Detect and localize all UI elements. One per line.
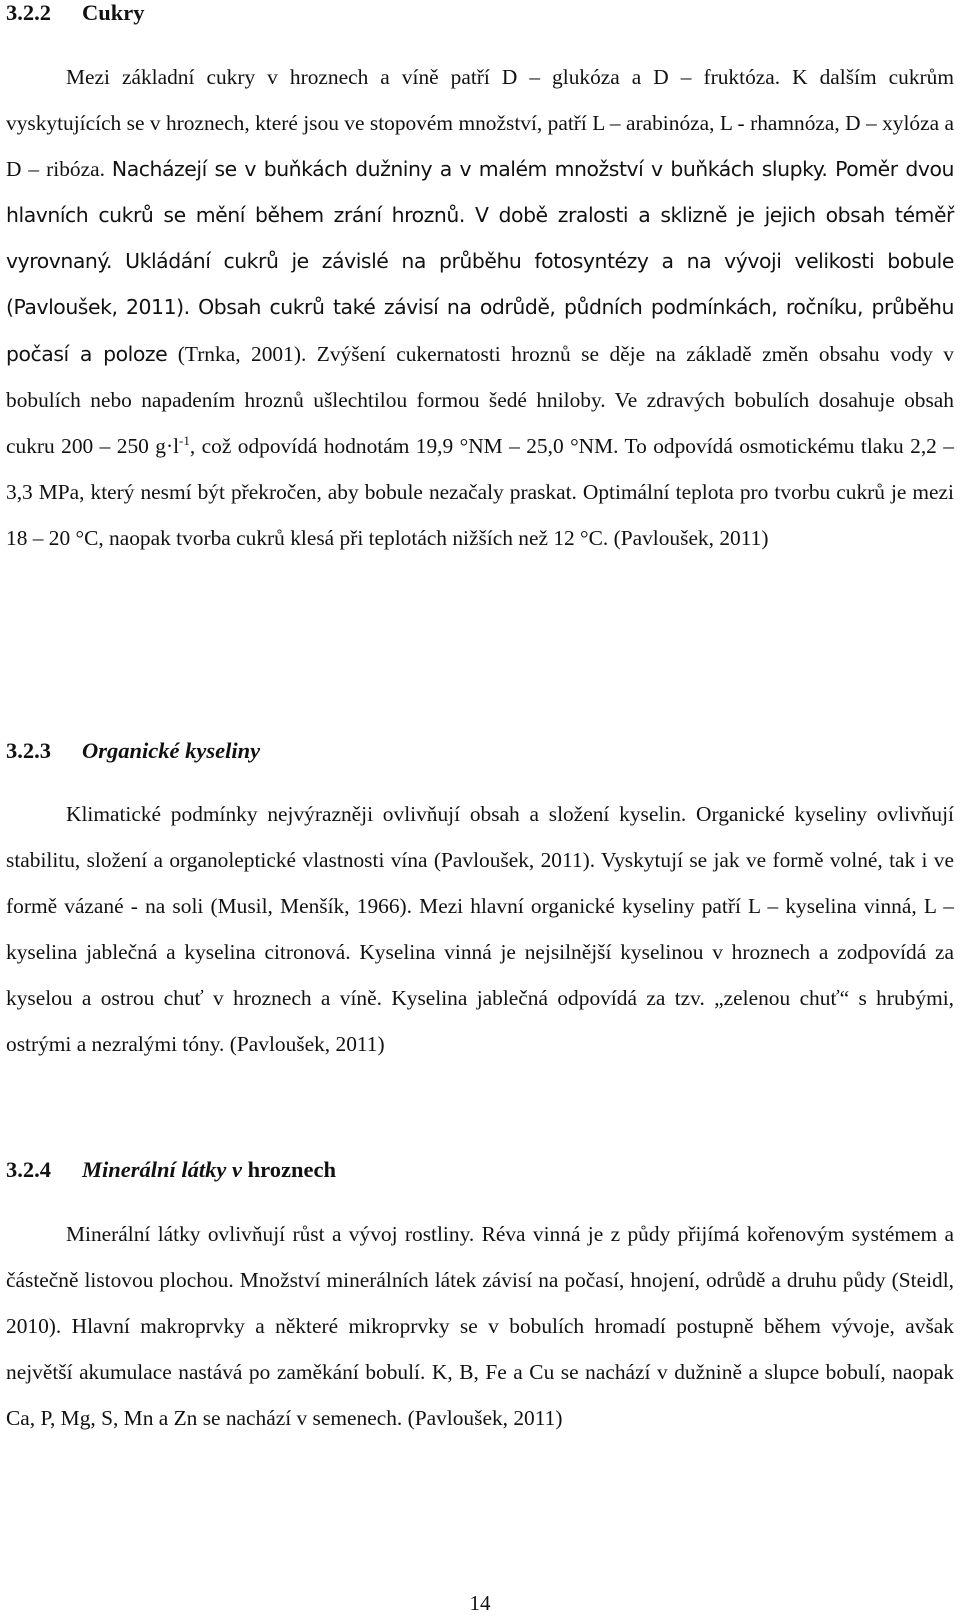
section-heading-mineralni-latky xyxy=(6,1155,336,1185)
section-title-rest: hroznech xyxy=(242,1157,336,1182)
paragraph-cukry xyxy=(6,54,954,561)
paragraph-organicke-kyseliny: Klimatické podmínky nejvýrazněji ovlivňují obsah a složení kyselin. Organické kyseliny ovlivňují stabilitu, složení a organoleptické vlastnosti vína (Pavloušek, 2011). Vyskytují se jak ve formě volné, tak i ve formě vázané - na soli (Musil, Menšík, 1966). Mezi hlavní organické kyseliny patří L – kyselina vinná, L – kyselina jablečná a kyselina citronová. Kyselina vinná je nejsilnější kyselinou v hroznech a zodpovídá za kyselou a ostrou chuť v hroznech a víně. Kyselina jablečná odpovídá za tzv. „zelenou chuť“ s hrubými, ostrými a nezralými tóny. (Pavloušek, 2011) xyxy=(6,802,954,1057)
section-number: 3.2.4 xyxy=(6,1157,51,1182)
section-heading-cukry xyxy=(6,0,145,28)
text-run: , což odpovídá hodnotám 19,9 °NM – 25,0 °NM. To odpovídá osmotickému tlaku 2,2 – 3,3 MPa, který nesmí být překročen, aby bobule nezačaly praskat. Optimální teplota pro tvorbu cukrů je mezi 18 – 20 °C, naopak tvorba cukrů klesá při teplotách nižších než 12 °C. (Pavloušek, 2011) xyxy=(6,433,954,550)
page-number: 14 xyxy=(469,1591,491,1615)
section-title-italic: Minerální látky v xyxy=(82,1157,243,1182)
section-heading-organicke-kyseliny xyxy=(6,736,260,766)
section-title: Cukry xyxy=(82,0,145,25)
section-title: Organické kyseliny xyxy=(82,738,261,763)
section-number: 3.2.2 xyxy=(6,0,51,25)
superscript: -1 xyxy=(179,432,190,448)
section-number: 3.2.3 xyxy=(6,738,51,763)
paragraph-mineralni-latky: Minerální látky ovlivňují růst a vývoj rostliny. Réva vinná je z půdy přijímá kořenovým systémem a částečně listovou plochou. Množství minerálních látek závisí na počasí, hnojení, odrůdě a druhu půdy (Steidl, 2010). Hlavní makroprvky a některé mikroprvky se v bobulích hromadí postupně během vývoje, avšak největší akumulace nastává po zaměkání bobulí. K, B, Fe a Cu se nachází v dužnině a slupce bobulí, naopak Ca, P, Mg, S, Mn a Zn se nachází v semenech. (Pavloušek, 2011) xyxy=(6,1222,954,1431)
text-run-sans: Nacházejí se v buňkách dužniny a v malém množství v buňkách slupky. Poměr dvou hlavních cukrů se mění během zrání hroznů. V době zralosti a sklizně je jejich obsah téměř vyrovnaný. Ukládání cukrů je závislé na průběhu fotosyntézy a na vývoji velikosti bobule (Pavloušek, 2011). Obsah cukrů také závisí na odrůdě, půdních podmínkách, ročníku, průběhu počasí a poloze xyxy=(6,157,954,366)
text-run: (Trnka, 2001). Zvýšení cukernatosti hroznů se děje na základě změn obsahu vody v bobulích nebo napadením hroznů ušlechtilou formou šedé hniloby. Ve zdravých bobulích dosahuje obsah cukru 200 – 250 g·l xyxy=(6,341,955,458)
text-run: Mezi základní cukry v hroznech a víně patří D – glukóza a D – fruktóza. K dalším cukrům vyskytujících se v hroznech, které jsou ve stopovém množství, patří L – arabinóza, L - rhamnóza, D – xylóza a D – ribóza. xyxy=(6,65,954,182)
